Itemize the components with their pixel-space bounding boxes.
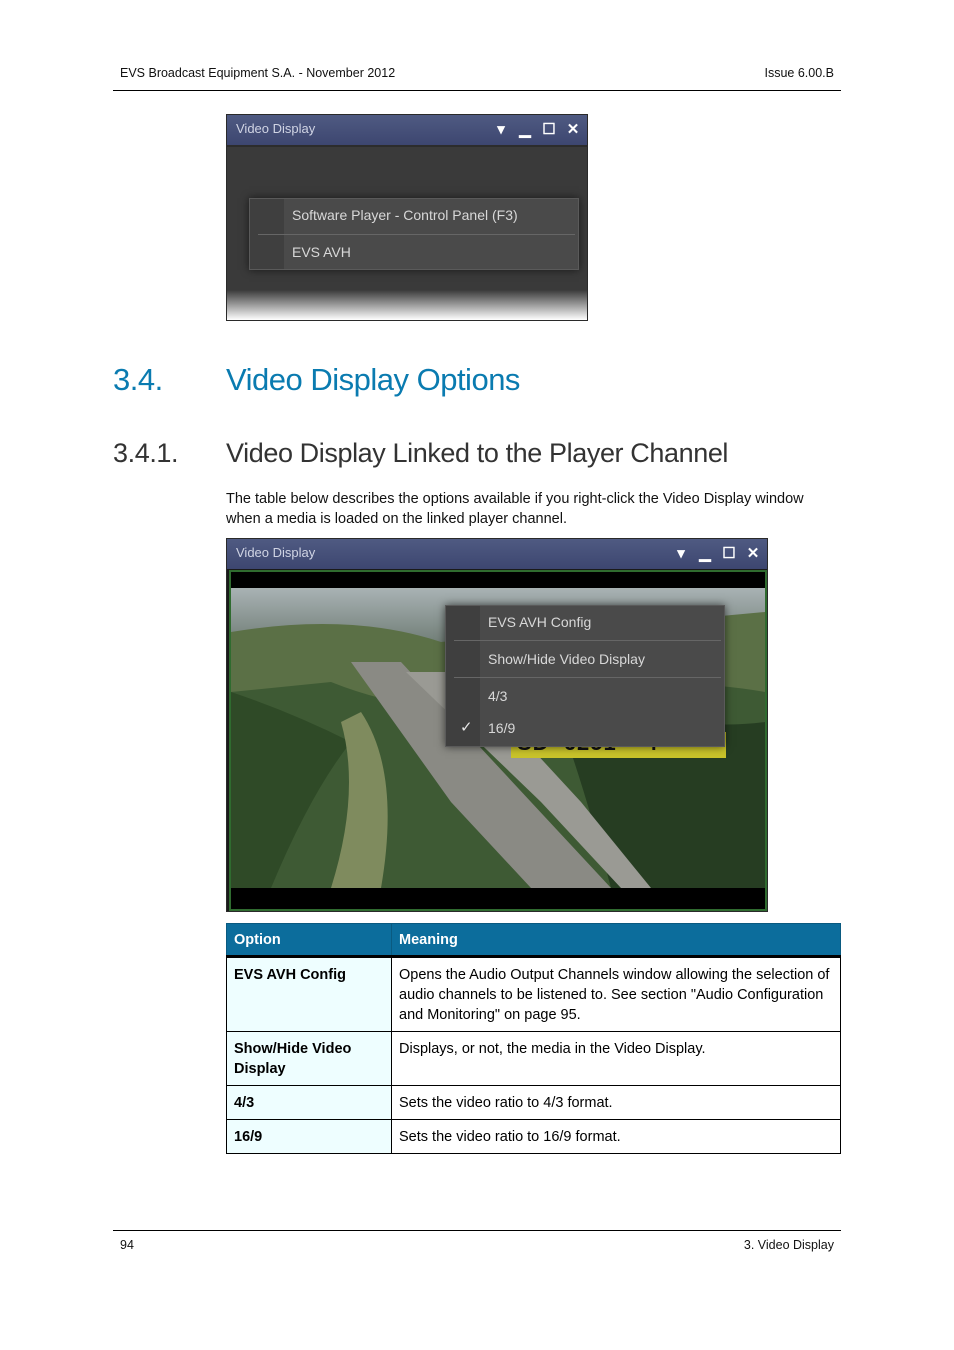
- col-meaning: Meaning: [392, 924, 841, 957]
- subsection-number: 3.4.1.: [113, 438, 179, 468]
- subsection-title: Video Display Linked to the Player Channel: [226, 438, 729, 468]
- header-right: Issue 6.00.B: [764, 66, 834, 80]
- footer-rule: [113, 1230, 841, 1231]
- option-cell: 4/3: [227, 1086, 392, 1120]
- section-title: Video Display Options: [226, 362, 520, 397]
- window-controls: [673, 539, 761, 569]
- footer-chapter: 3. Video Display: [743, 1238, 834, 1252]
- menu-item-ratio-16-9[interactable]: 16/9: [488, 720, 516, 736]
- option-cell: Show/Hide Video Display: [227, 1032, 392, 1086]
- option-cell: 16/9: [227, 1120, 392, 1154]
- menu-item-evs-avh[interactable]: EVS AVH: [292, 244, 351, 260]
- maximize-icon[interactable]: ☐: [722, 545, 736, 562]
- context-menu: [249, 198, 579, 270]
- options-table: [226, 923, 841, 1154]
- check-icon: ✓: [460, 719, 473, 736]
- header-rule: [113, 90, 841, 91]
- intro-paragraph: The table below describes the options available if you right-click the Video Display window when a media is loaded on the linked player channel.: [226, 491, 804, 527]
- minimize-icon[interactable]: ▁: [519, 121, 531, 138]
- video-display-window-loaded: [226, 538, 768, 912]
- window-controls: [493, 115, 581, 145]
- table-header-row: [227, 924, 841, 957]
- table-row: [227, 1086, 841, 1120]
- meaning-cell: Sets the video ratio to 16/9 format.: [392, 1120, 841, 1154]
- close-icon[interactable]: ✕: [746, 545, 760, 562]
- meaning-cell: Sets the video ratio to 4/3 format.: [392, 1086, 841, 1120]
- table-row: [227, 1120, 841, 1154]
- window-title: Video Display: [236, 121, 316, 136]
- video-display-window-empty: [226, 114, 588, 321]
- context-menu: [445, 605, 725, 747]
- table-row: [227, 1032, 841, 1086]
- menu-item-show-hide-video[interactable]: Show/Hide Video Display: [488, 651, 645, 667]
- table-row: [227, 957, 841, 1032]
- meaning-cell: Opens the Audio Output Channels window allowing the selection of audio channels to be listened to. See section "Audio Configuration and Monitoring" on page 95.: [392, 957, 841, 1032]
- meaning-cell: Displays, or not, the media in the Video Display.: [392, 1032, 841, 1086]
- option-cell: EVS AVH Config: [227, 957, 392, 1032]
- menu-item-evs-avh-config[interactable]: EVS AVH Config: [488, 614, 592, 630]
- window-title: Video Display: [236, 545, 316, 560]
- minimize-icon[interactable]: ▁: [699, 545, 711, 562]
- menu-item-ratio-4-3[interactable]: 4/3: [488, 688, 508, 704]
- section-number: 3.4.: [113, 362, 163, 397]
- maximize-icon[interactable]: ☐: [542, 121, 556, 138]
- dropdown-icon[interactable]: ▾: [497, 121, 505, 138]
- page-number: 94: [120, 1238, 134, 1252]
- dropdown-icon[interactable]: ▾: [677, 545, 685, 562]
- header-left: EVS Broadcast Equipment S.A. - November 2012: [120, 66, 396, 80]
- menu-item-software-player[interactable]: Software Player - Control Panel (F3): [292, 207, 518, 223]
- close-icon[interactable]: ✕: [566, 121, 580, 138]
- col-option: Option: [227, 924, 392, 957]
